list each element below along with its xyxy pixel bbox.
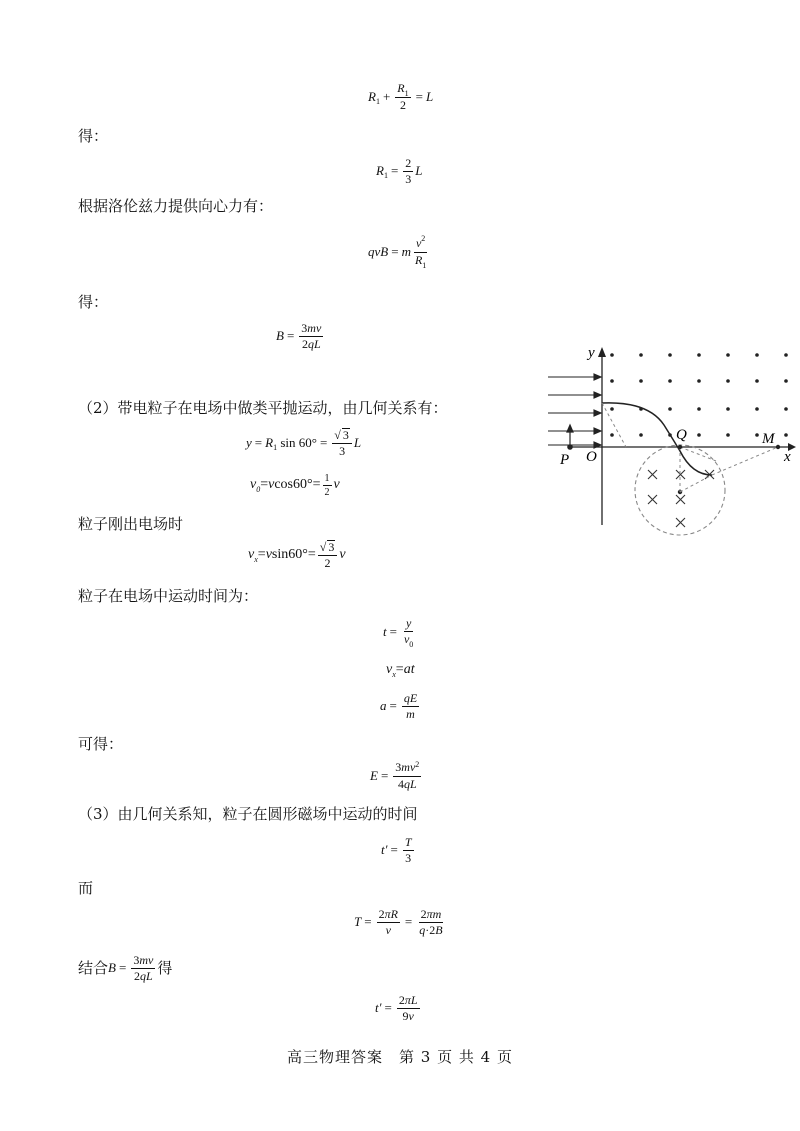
- physics-diagram: [540, 335, 798, 540]
- magnetic-crosses: [648, 470, 714, 527]
- equation-y: y = R 1 sin 60° = $\frac{√ 3}{3}$ L: [246, 428, 362, 458]
- field-arrows: [548, 374, 601, 448]
- page-footer: 高三物理答案 第 3 页 共 4 页: [287, 1048, 513, 1066]
- text-exit-field: 粒子刚出电场时: [78, 515, 184, 533]
- label-p: P: [560, 452, 570, 468]
- text-part-2: （2）带电粒子在电场中做类平抛运动，由几何关系有：: [78, 399, 448, 417]
- equation-vx: v x = v sin60°= $\frac{√ 3}{2}$ v: [248, 540, 346, 570]
- label-m: M: [762, 431, 775, 447]
- text-jiehe: 结合: [78, 959, 109, 977]
- equation-r1-sum: R 1 + $\frac{R_1}{2}$ = L: [368, 81, 434, 112]
- equation-t-prime-result: t′ = $\frac{2\pi L}{9v}$: [375, 992, 418, 1023]
- text-er: 而: [78, 879, 94, 897]
- text-combine-line: [78, 950, 172, 986]
- p-marker: [567, 425, 573, 449]
- equation-b-inline: B = $\frac{3mv}{2qL}$: [108, 952, 154, 983]
- point-m: [776, 445, 780, 449]
- equation-e: E = $\frac{3mv^2}{4qL}$: [370, 760, 420, 791]
- equation-b: B = $\frac{3mv}{2qL}$: [276, 320, 322, 351]
- label-o: O: [586, 449, 597, 465]
- text-time-in-field: 粒子在电场中运动时间为：: [78, 587, 259, 605]
- text-de-1: 得：: [78, 127, 109, 145]
- text-jiehe-de: 得: [157, 959, 173, 977]
- equation-period: T = $\frac{2\pi R}{v}$ = $\frac{2\pi m}{q\cdot 2B}$: [354, 906, 443, 937]
- text-de-2: 得：: [78, 293, 109, 311]
- y-axis-arrow: [598, 347, 606, 357]
- equation-v0: v 0 = v cos60°= $\frac{1}{2}$ v: [250, 472, 340, 498]
- geometry-lines: [602, 403, 778, 495]
- text-part-3: （3）由几何关系知，粒子在圆形磁场中运动的时间: [78, 805, 418, 823]
- label-y: y: [588, 345, 595, 361]
- equation-t-prime: t′ = $\frac{T}{3}$: [381, 834, 412, 865]
- text-kede: 可得：: [78, 735, 124, 753]
- equation-lorentz: qvB = m $\frac{v^2}{R_1}$: [368, 233, 427, 270]
- equation-t: t = $\frac{y}{v_0}$: [383, 616, 414, 649]
- label-x: x: [784, 449, 791, 465]
- label-q: Q: [676, 427, 687, 443]
- equation-r1-value: R 1 = $\frac{2}{3}$ L: [376, 155, 423, 186]
- point-q: [678, 445, 682, 449]
- equation-vx-at: v x = at: [386, 662, 415, 679]
- magnetic-dots: [610, 353, 788, 437]
- text-lorentz: 根据洛伦兹力提供向心力有：: [78, 197, 274, 215]
- equation-a: a = $\frac{qE}{m}$: [380, 690, 418, 721]
- trajectory: [602, 403, 712, 475]
